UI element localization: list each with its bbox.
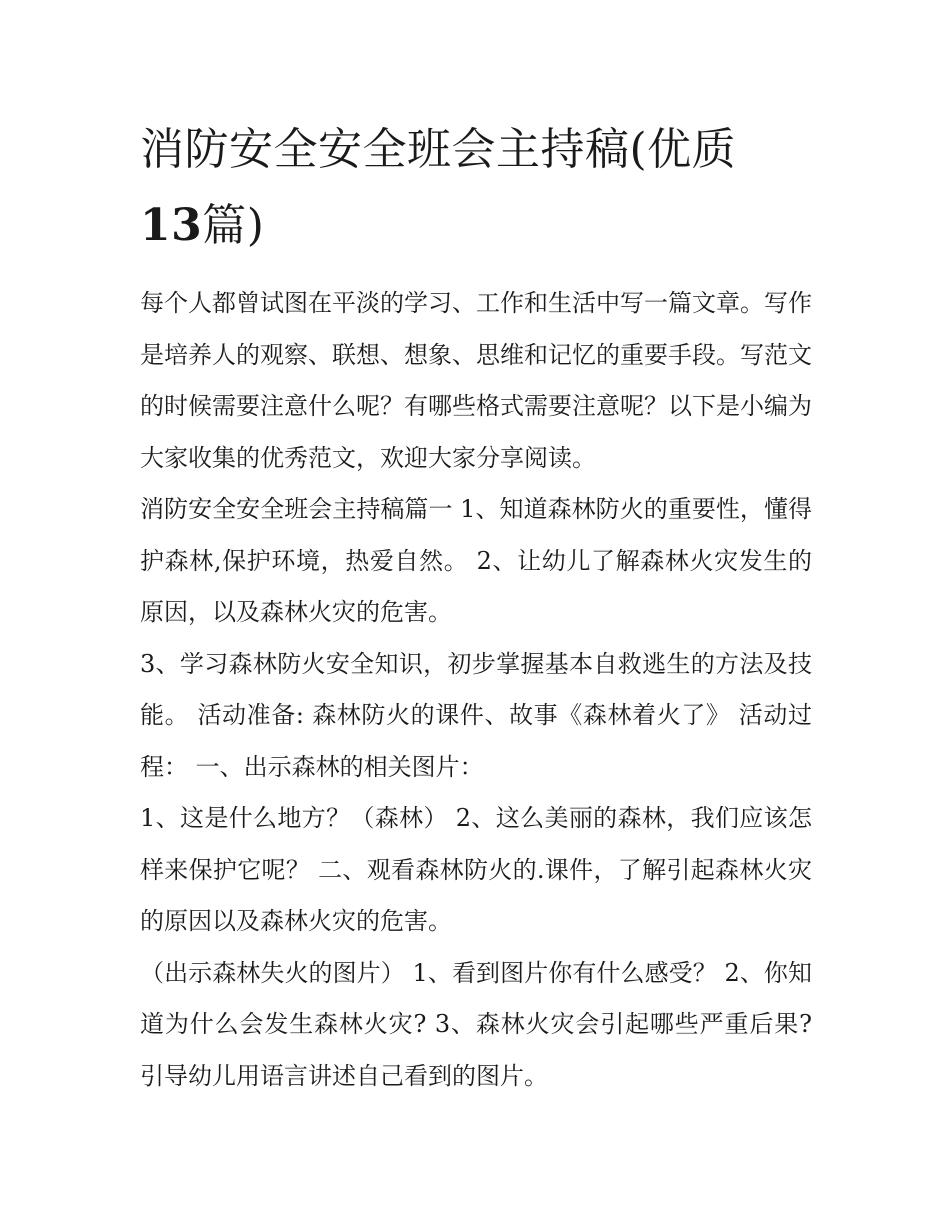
document-title xyxy=(140,112,812,264)
document-body xyxy=(140,278,812,1102)
paragraph-2: 3、学习森林防火安全知识，初步掌握基本自救逃生的方法及技能。 活动准备: 森林防火的课件、故事《森林着火了》 活动过程： 一、出示森林的相关图片： xyxy=(140,649,812,781)
paragraph-intro: 每个人都曾试图在平淡的学习、工作和生活中写一篇文章。写作是培养人的观察、联想、想象、思维和记忆的重要手段。写范文的时候需要注意什么呢？有哪些格式需要注意呢？以下是小编为大家收集的优秀范文，欢迎大家分享阅读。 xyxy=(140,289,812,472)
document-page xyxy=(140,112,812,1102)
title-number: 13 xyxy=(140,200,203,251)
title-tail: 篇) xyxy=(202,200,265,251)
paragraph-1: 消防安全安全班会主持稿篇一 1、知道森林防火的重要性，懂得护森林,保护环境，热爱自然。 2、让幼儿了解森林火灾发生的原因，以及森林火灾的危害。 xyxy=(140,495,812,626)
paragraph-4: （出示森林失火的图片） 1、看到图片你有什么感受？ 2、你知道为什么会发生森林火灾? 3、森林火灾会引起哪些严重后果?引导幼儿用语言讲述自己看到的图片。 xyxy=(140,958,812,1090)
title-main: 消防安全安全班会主持稿(优质 xyxy=(140,124,737,175)
paragraph-3: 1、这是什么地方？（森林） 2、这么美丽的森林，我们应该怎样来保护它呢？ 二、观看森林防火的.课件，了解引起森林火灾的原因以及森林火灾的危害。 xyxy=(140,804,812,935)
